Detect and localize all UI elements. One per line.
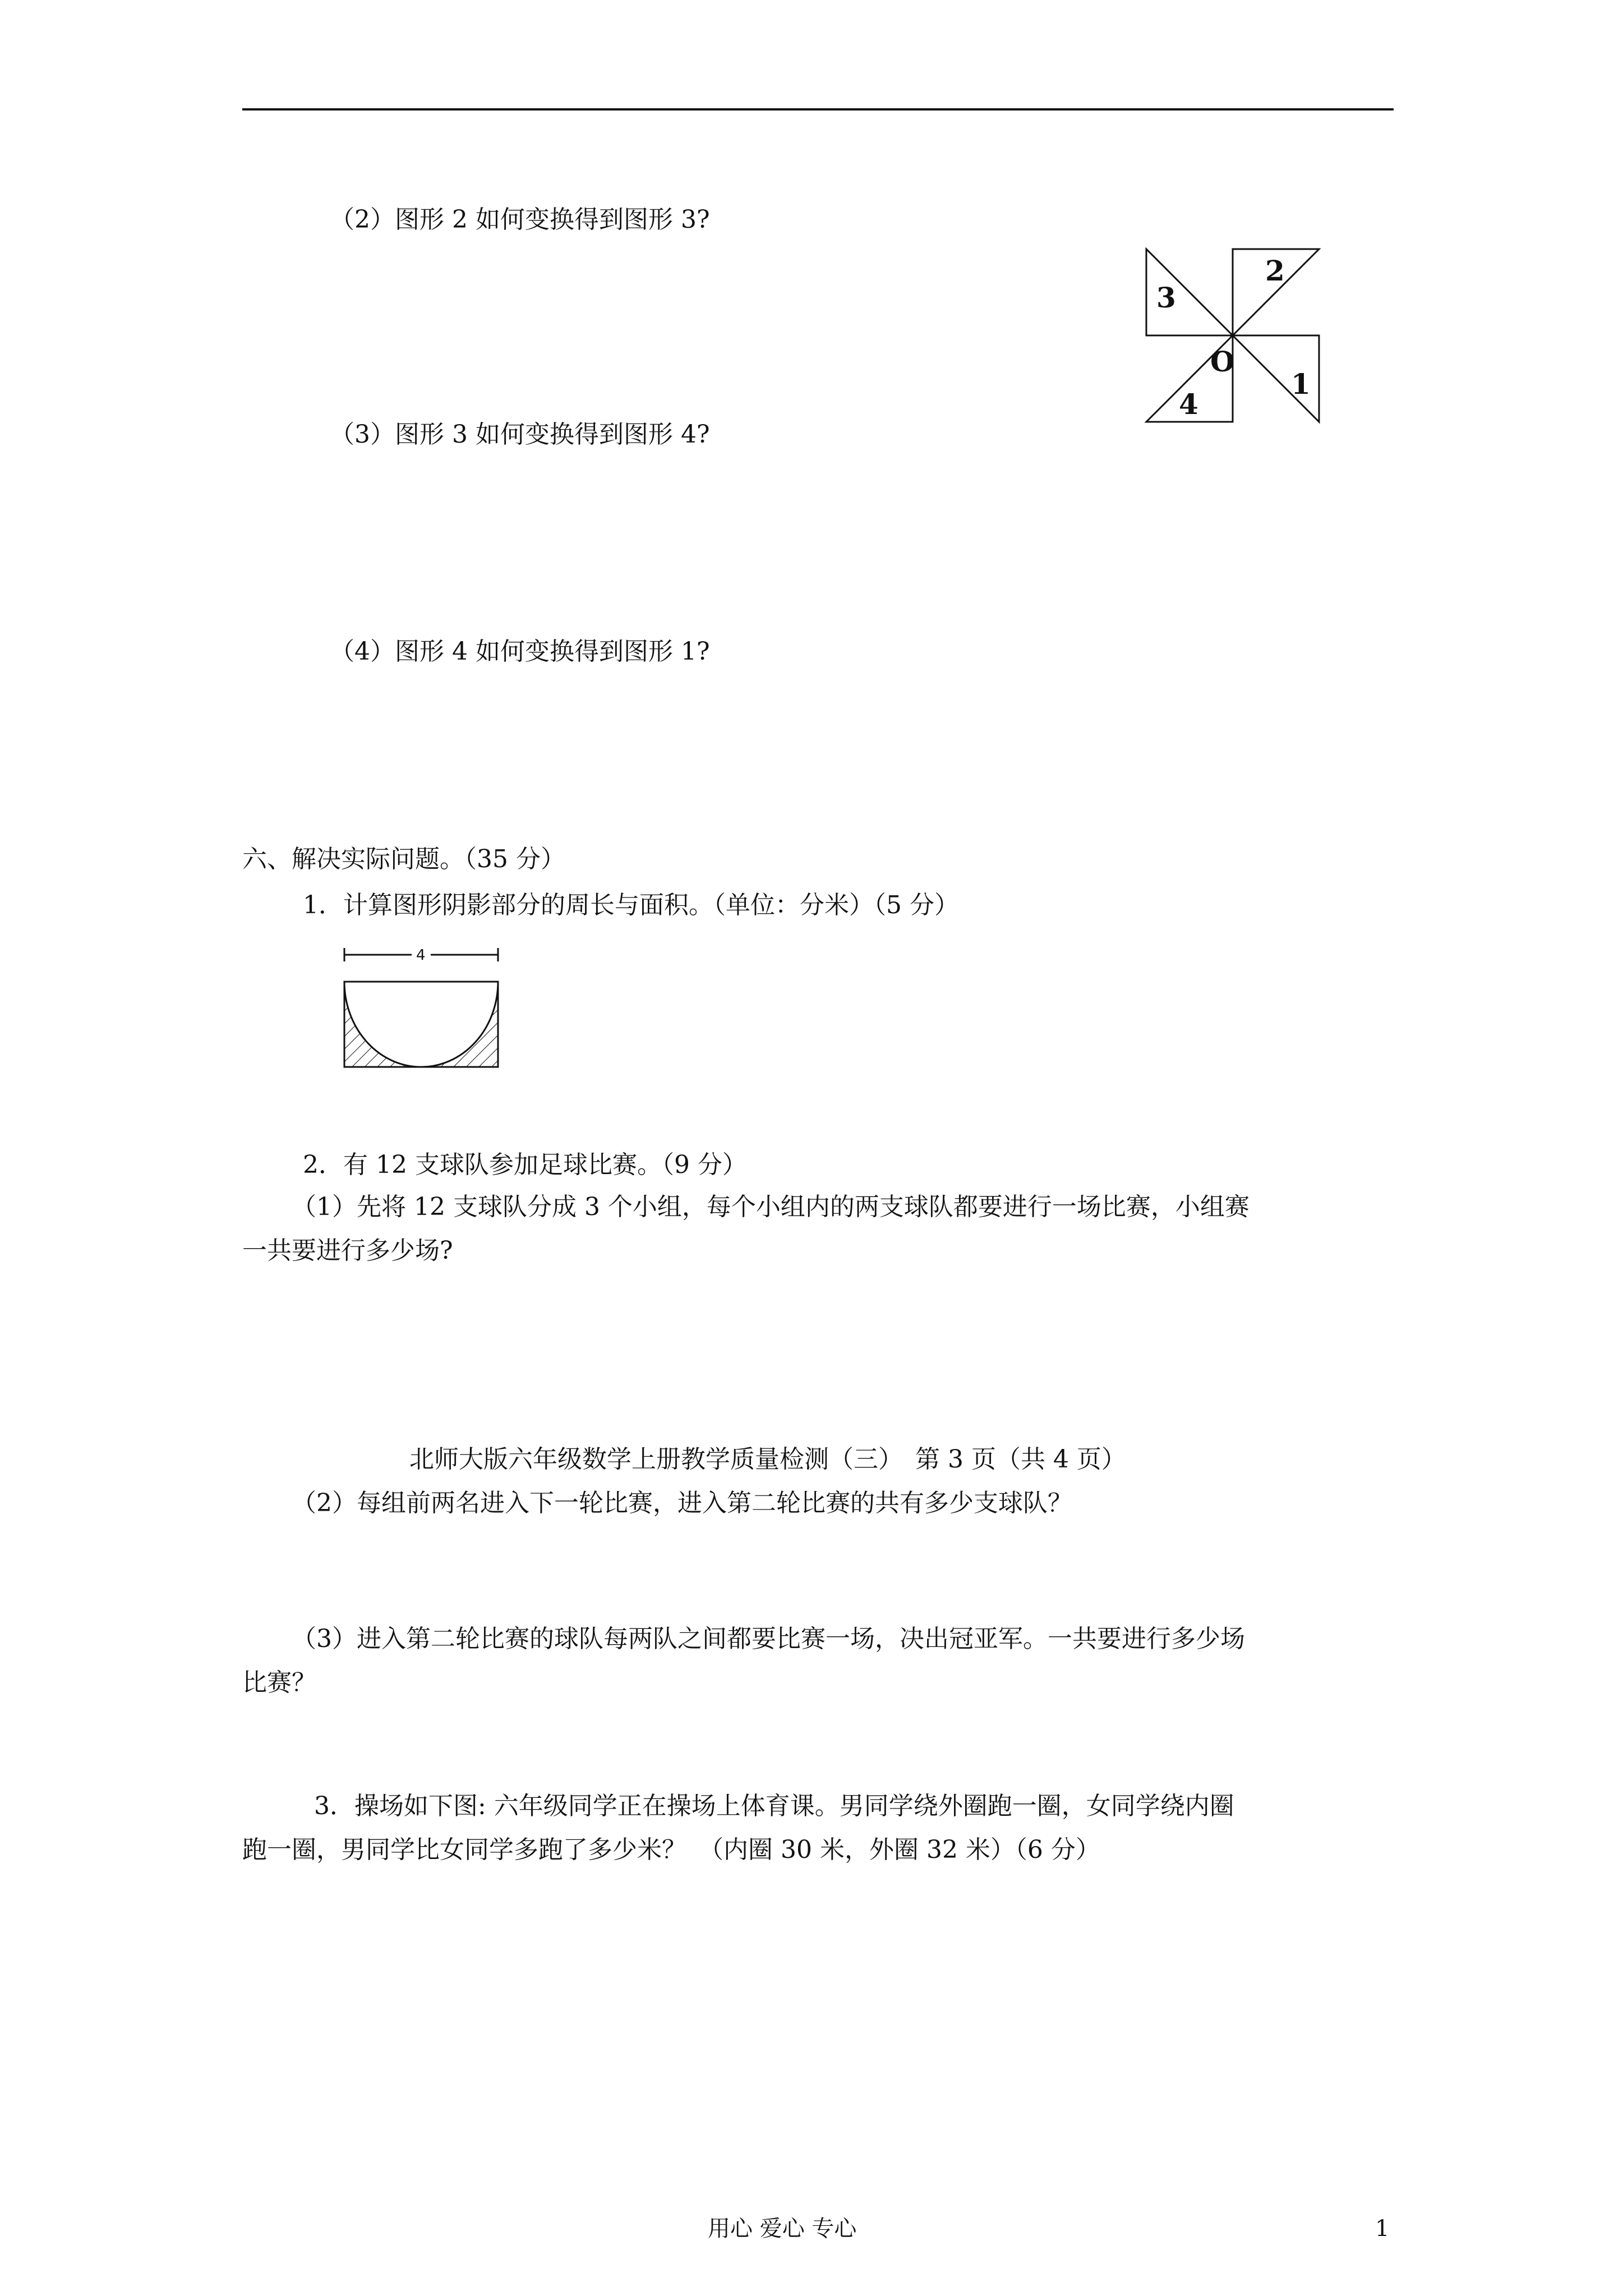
- header-rule: [242, 108, 1394, 111]
- section-6-q2-2: （2）每组前两名进入下一轮比赛，进入第二轮比赛的共有多少支球队？: [292, 1489, 1072, 1517]
- pinwheel-label-4: 4: [1179, 388, 1198, 421]
- dimension-label: 4: [416, 947, 426, 964]
- question-5-4: （4）图形 4 如何变换得到图形 1?: [330, 637, 710, 666]
- section-6-q3-line2: 跑一圈，男同学比女同学多跑了多少米？ （内圈 30 米，外圈 32 米）（6 分）: [242, 1835, 1100, 1864]
- question-5-2: （2）图形 2 如何变换得到图形 3?: [330, 205, 710, 234]
- page-caption: 北师大版六年级数学上册教学质量检测（三） 第 3 页（共 4 页）: [409, 1445, 1126, 1474]
- pinwheel-label-3: 3: [1156, 281, 1176, 314]
- footer-page-number: 1: [1375, 2216, 1390, 2242]
- section-6-q2-3-line2: 比赛？: [242, 1668, 316, 1697]
- section-6-q2-3-line1: （3）进入第二轮比赛的球队每两队之间都要比赛一场，决出冠亚军。一共要进行多少场: [292, 1625, 1245, 1653]
- question-5-3: （3）图形 3 如何变换得到图形 4?: [330, 420, 710, 449]
- pinwheel-label-o: O: [1210, 345, 1235, 378]
- shaded-region-figure: [336, 942, 505, 1077]
- section-6-q2-1-line1: （1）先将 12 支球队分成 3 个小组，每个小组内的两支球队都要进行一场比赛，小组赛: [292, 1193, 1249, 1221]
- section-6-heading: 六、解决实际问题。（35 分）: [242, 845, 565, 873]
- section-6-q2: 2．有 12 支球队参加足球比赛。（9 分）: [303, 1151, 747, 1179]
- section-6-q2-1-line2: 一共要进行多少场?: [242, 1236, 453, 1265]
- footer-slogan: 用心 爱心 专心: [708, 2216, 857, 2242]
- pinwheel-figure: [1144, 247, 1324, 426]
- section-6-q3-line1: 3．操场如下图: 六年级同学正在操场上体育课。男同学绕外圈跑一圈，女同学绕内圈: [314, 1792, 1234, 1820]
- pinwheel-label-2: 2: [1265, 254, 1285, 287]
- pinwheel-label-1: 1: [1291, 367, 1311, 401]
- section-6-q1: 1．计算图形阴影部分的周长与面积。（单位：分米）（5 分）: [303, 891, 959, 919]
